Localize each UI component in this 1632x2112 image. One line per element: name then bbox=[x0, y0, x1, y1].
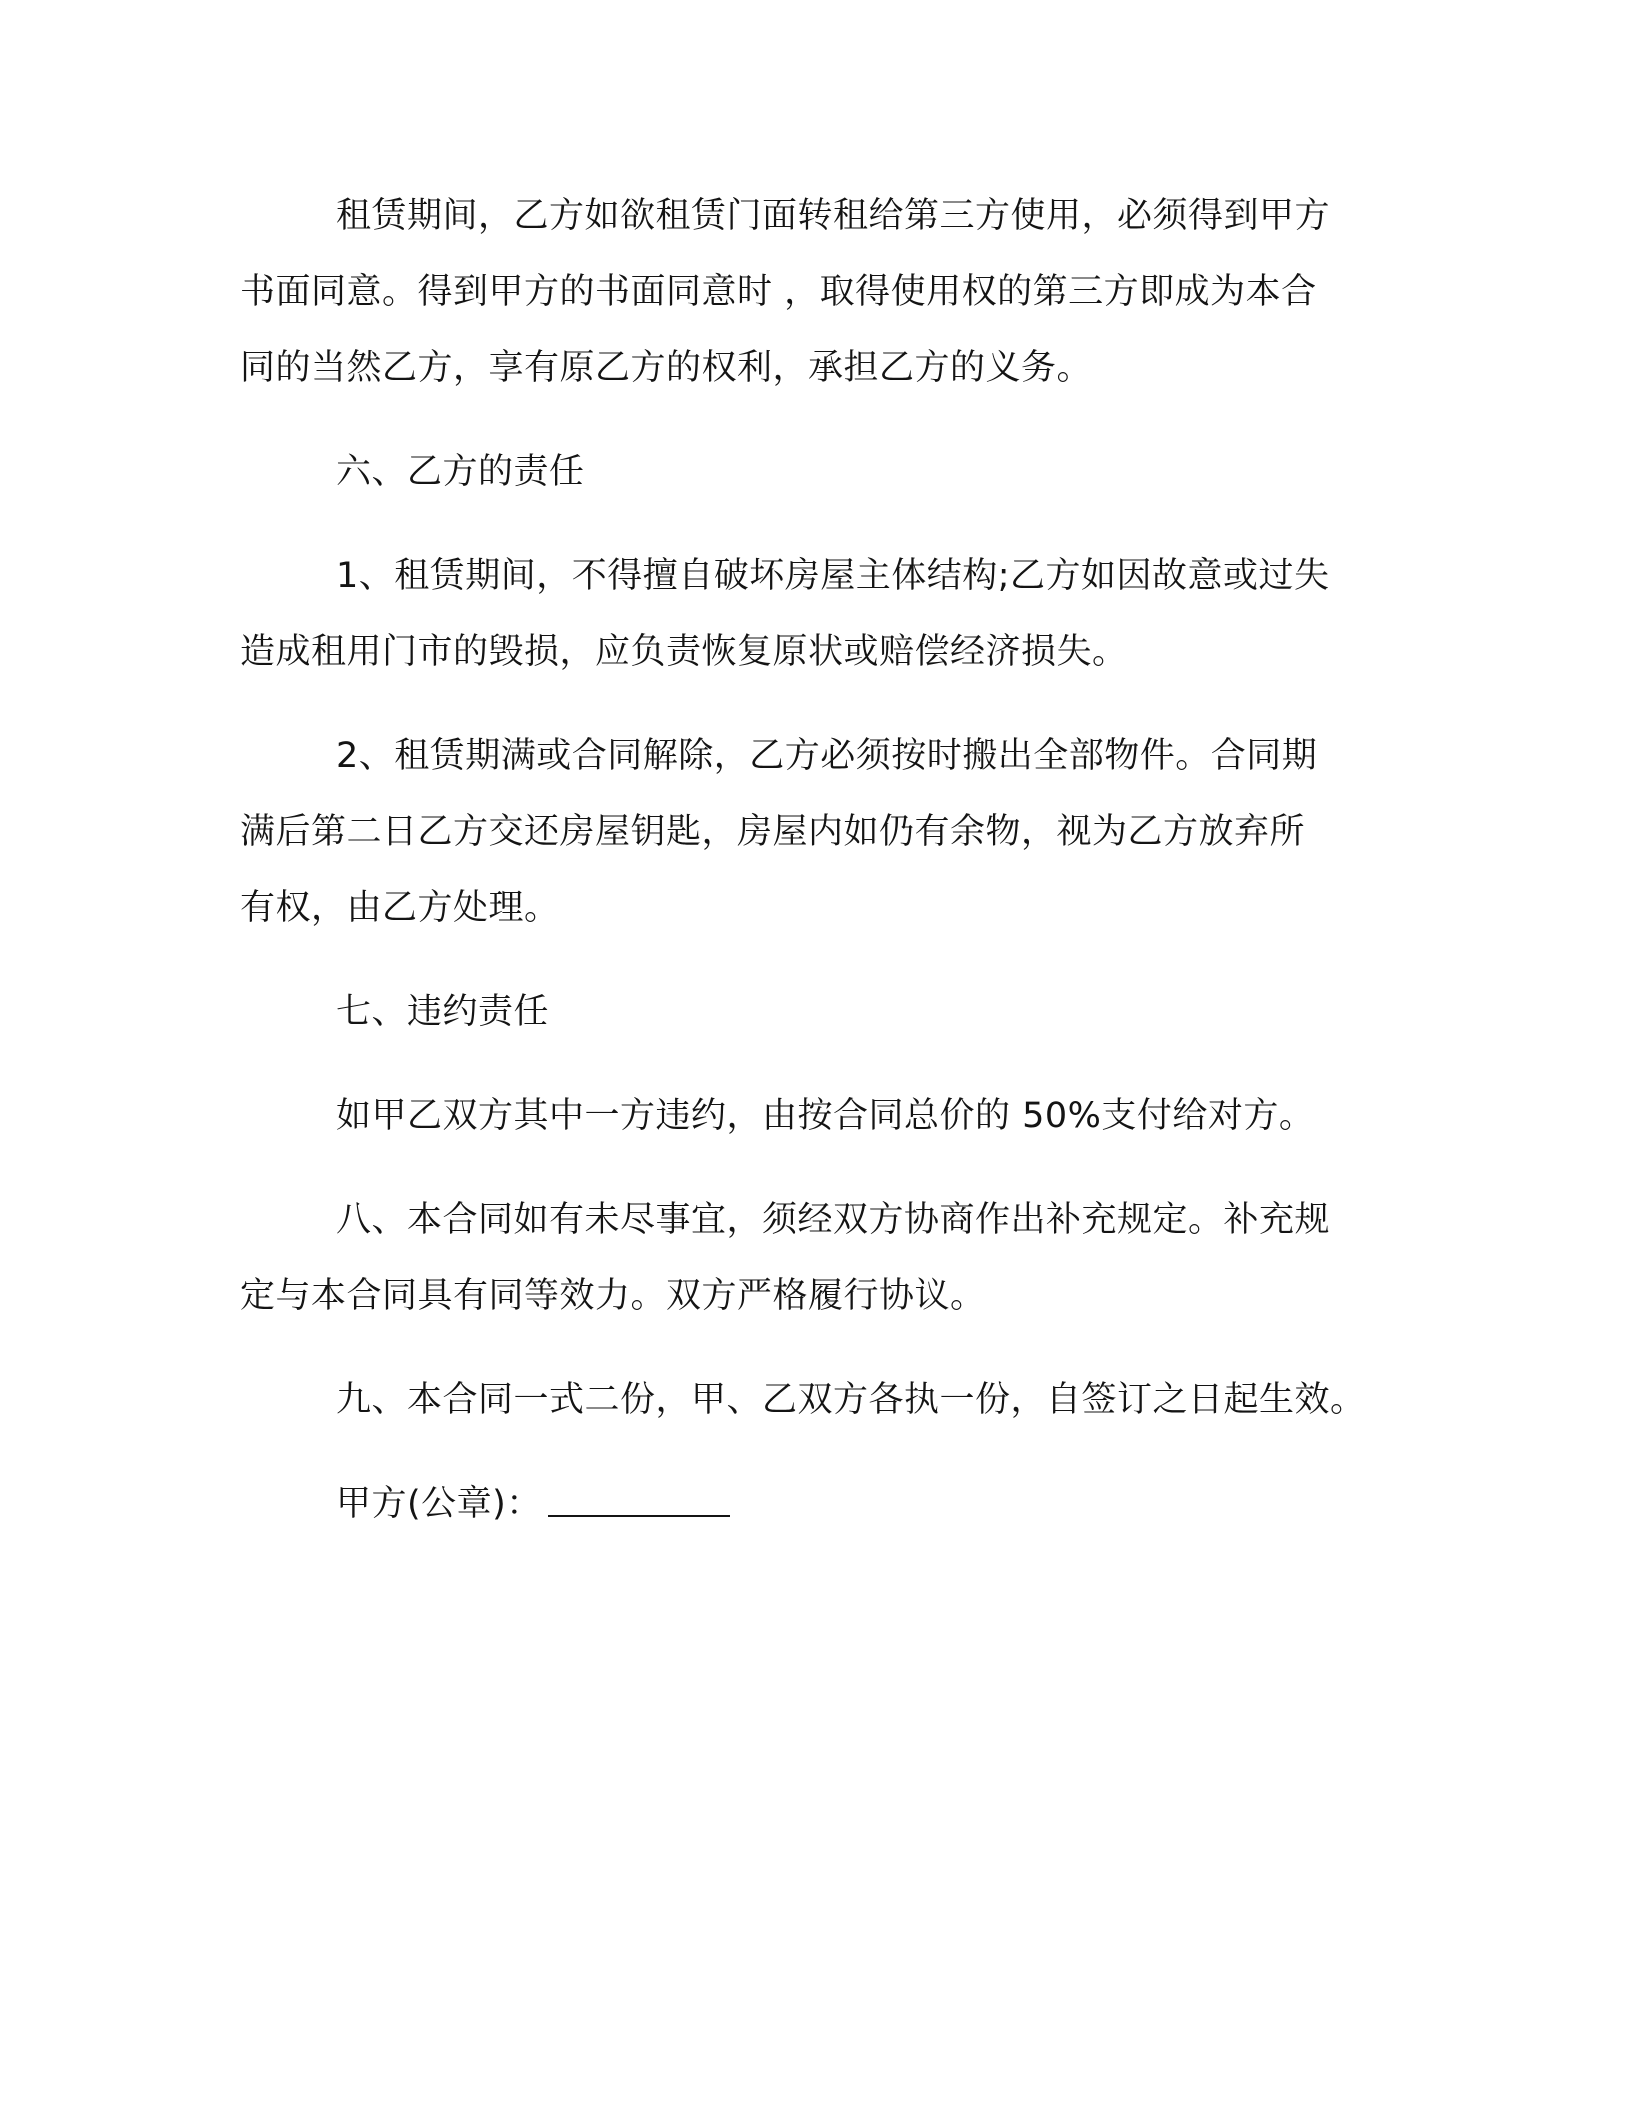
section-6-item-1-line-1: 1、租赁期间，不得擅自破坏房屋主体结构;乙方如因故意或过失 bbox=[336, 556, 1330, 596]
signature-party-a bbox=[336, 1484, 730, 1524]
section-6-item-2-line-1: 2、租赁期满或合同解除，乙方必须按时搬出全部物件。合同期 bbox=[336, 736, 1318, 776]
signature-blank-line[interactable] bbox=[548, 1485, 730, 1517]
section-9-text: 九、本合同一式二份，甲、乙双方各执一份，自签订之日起生效。 bbox=[336, 1380, 1366, 1420]
section-8-line-1: 八、本合同如有未尽事宜，须经双方协商作出补充规定。补充规 bbox=[336, 1200, 1331, 1240]
para-sublet-line-2: 书面同意。得到甲方的书面同意时 ，取得使用权的第三方即成为本合 bbox=[240, 272, 1317, 312]
section-6-item-1-line-2: 造成租用门市的毁损，应负责恢复原状或赔偿经济损失。 bbox=[240, 632, 1128, 672]
signature-label: 甲方(公章)： bbox=[336, 1484, 542, 1524]
section-7-heading: 七、违约责任 bbox=[336, 992, 550, 1032]
para-sublet-line-3: 同的当然乙方，享有原乙方的权利，承担乙方的义务。 bbox=[240, 348, 1093, 388]
para-sublet-line-1: 租赁期间，乙方如欲租赁门面转租给第三方使用，必须得到甲方 bbox=[336, 196, 1331, 236]
section-6-item-2-line-3: 有权，由乙方处理。 bbox=[240, 888, 560, 928]
section-7-text: 如甲乙双方其中一方违约，由按合同总价的 50%支付给对方。 bbox=[336, 1096, 1315, 1136]
section-6-item-2-line-2: 满后第二日乙方交还房屋钥匙，房屋内如仍有余物，视为乙方放弃所 bbox=[240, 812, 1306, 852]
section-6-heading: 六、乙方的责任 bbox=[336, 452, 585, 492]
section-8-line-2: 定与本合同具有同等效力。双方严格履行协议。 bbox=[240, 1276, 986, 1316]
